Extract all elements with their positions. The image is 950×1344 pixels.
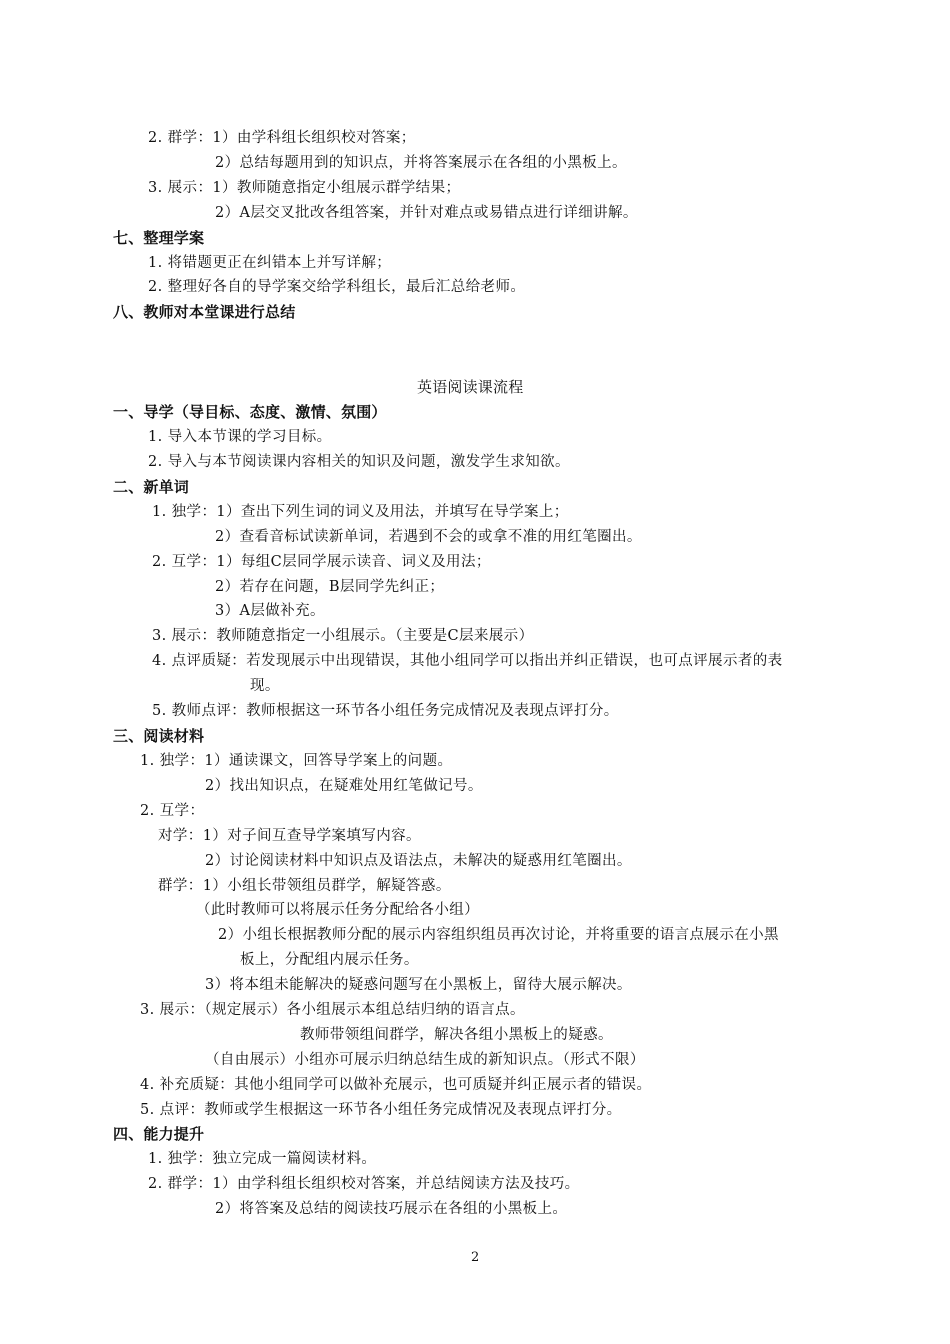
section-heading: 四、能力提升 xyxy=(113,1125,205,1143)
text-line: 2）查看音标试读新单词，若遇到不会的或拿不准的用红笔圈出。 xyxy=(215,529,642,545)
text-line: 5. 点评：教师或学生根据这一环节各小组任务完成情况及表现点评打分。 xyxy=(140,1102,622,1118)
text-line: 2. 导入与本节阅读课内容相关的知识及问题，激发学生求知欲。 xyxy=(148,454,570,470)
text-line: 1. 独学：1）查出下列生词的词义及用法，并填写在导学案上； xyxy=(152,504,569,520)
text-line: 现。 xyxy=(250,678,280,694)
text-line: 1. 导入本节课的学习目标。 xyxy=(148,429,332,445)
text-line: 2）小组长根据教师分配的展示内容组织组员再次讨论，并将重要的语言点展示在小黑 xyxy=(218,927,779,943)
text-line: 2. 群学：1）由学科组长组织校对答案，并总结阅读方法及技巧。 xyxy=(148,1176,580,1192)
text-line: （此时教师可以将展示任务分配给各小组） xyxy=(196,902,480,918)
text-line: 2）讨论阅读材料中知识点及语法点，未解决的疑惑用红笔圈出。 xyxy=(205,853,632,869)
text-line: 3）A层做补充。 xyxy=(215,603,325,619)
text-line: 3）将本组未能解决的疑惑问题写在小黑板上，留待大展示解决。 xyxy=(205,977,632,993)
text-line: 群学：1）小组长带领组员群学，解疑答惑。 xyxy=(158,878,451,894)
section-heading: 八、教师对本堂课进行总结 xyxy=(113,303,296,321)
text-line: 2）总结每题用到的知识点，并将答案展示在各组的小黑板上。 xyxy=(215,155,627,171)
text-line: 1. 独学：1）通读课文，回答导学案上的问题。 xyxy=(140,753,453,769)
section-heading: 一、导学（导目标、态度、激情、氛围） xyxy=(113,403,387,421)
text-line: 4. 点评质疑：若发现展示中出现错误，其他小组同学可以指出并纠正错误，也可点评展示者的表 xyxy=(152,653,783,669)
text-line: 3. 展示：教师随意指定一小组展示。（主要是C层来展示） xyxy=(152,628,534,644)
text-line: 板上，分配组内展示任务。 xyxy=(240,952,419,968)
text-line: 2）找出知识点，在疑难处用红笔做记号。 xyxy=(205,778,483,794)
section-heading: 三、阅读材料 xyxy=(113,727,205,745)
text-line: 1. 将错题更正在纠错本上并写详解； xyxy=(148,255,392,271)
text-line: 对学：1）对子间互查导学案填写内容。 xyxy=(158,828,421,844)
text-line: 5. 教师点评：教师根据这一环节各小组任务完成情况及表现点评打分。 xyxy=(152,703,619,719)
text-line: 4. 补充质疑：其他小组同学可以做补充展示，也可质疑并纠正展示者的错误。 xyxy=(140,1077,652,1093)
text-line: 1. 独学：独立完成一篇阅读材料。 xyxy=(148,1151,377,1167)
text-line: 2）若存在问题，B层同学先纠正； xyxy=(215,579,445,595)
text-line: 2. 群学：1）由学科组长组织校对答案； xyxy=(148,130,416,146)
text-line: 3. 展示：（规定展示）各小组展示本组总结归纳的语言点。 xyxy=(140,1002,525,1018)
text-line: 教师带领组间群学，解决各组小黑板上的疑惑。 xyxy=(300,1027,613,1043)
text-line: （自由展示）小组亦可展示归纳总结生成的新知识点。（形式不限） xyxy=(205,1052,645,1068)
text-line: 2. 互学：1）每组C层同学展示读音、词义及用法； xyxy=(152,554,491,570)
section-heading: 二、新单词 xyxy=(113,478,190,496)
text-line: 3. 展示：1）教师随意指定小组展示群学结果； xyxy=(148,180,461,196)
text-line: 2）将答案及总结的阅读技巧展示在各组的小黑板上。 xyxy=(215,1201,568,1217)
text-line: 2. 互学： xyxy=(140,803,205,819)
section-heading: 七、整理学案 xyxy=(113,229,205,247)
text-line: 2）A层交叉批改各组答案，并针对难点或易错点进行详细讲解。 xyxy=(215,205,638,221)
document-title: 英语阅读课流程 xyxy=(417,378,524,396)
page-number: 2 xyxy=(471,1250,480,1265)
text-line: 2. 整理好各自的导学案交给学科组长，最后汇总给老师。 xyxy=(148,279,526,295)
